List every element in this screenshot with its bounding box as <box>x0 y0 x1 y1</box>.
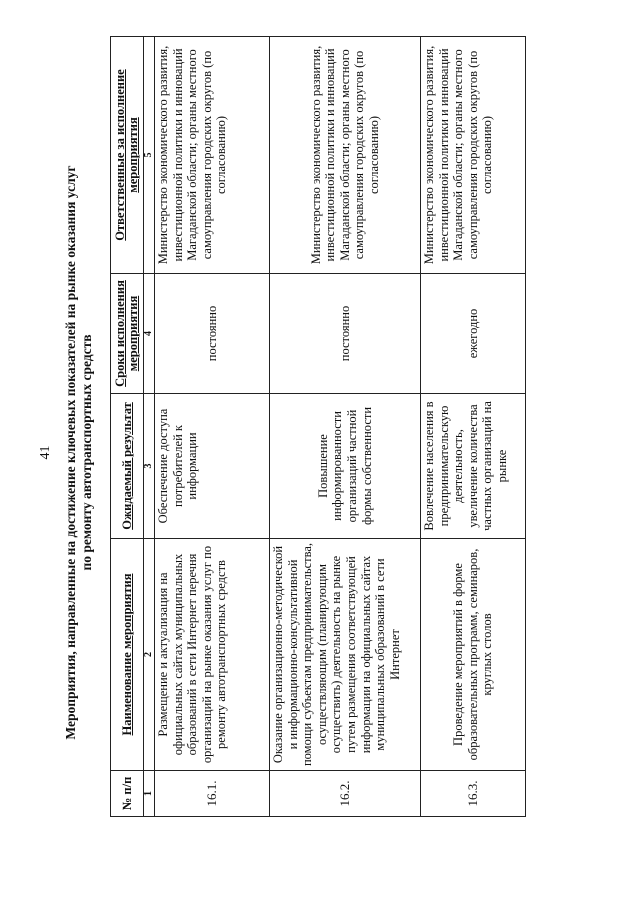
deadline: постоянно <box>155 274 270 394</box>
row-number: 16.1. <box>155 771 270 817</box>
row-number: 16.3. <box>421 771 526 817</box>
measure-name: Размещение и актуализация на официальных сайтах муниципальных образований в сети Интернет перечня организаций на рынке оказания услуг по ремонту автотранспортных средств <box>155 539 270 771</box>
header-result-text: Ожидаемый результат <box>119 402 134 530</box>
header-name <box>111 539 144 771</box>
title-line-1: Мероприятия, направленные на достижение ключевых показателей на рынке оказания услуг <box>63 165 78 740</box>
measure-name: Оказание организационно-методической и информационно-консультативной помощи субъектам предпринимательства, осуществляющим (планирующим осуществить) деятельность на рынке путем размещения соответствующей информации на официальных сайтах муниципальных образований в сети Интернет <box>270 539 421 771</box>
header-responsible <box>111 37 144 274</box>
deadline: ежегодно <box>421 274 526 394</box>
column-number-2: 2 <box>144 539 155 771</box>
header-deadline <box>111 274 144 394</box>
table-row <box>421 37 526 817</box>
header-name-text: Наименование мероприятия <box>119 573 134 736</box>
column-number-4: 4 <box>144 274 155 394</box>
document-title <box>63 0 95 905</box>
expected-result: Обеспечение доступа потребителей к информации <box>155 394 270 539</box>
header-num: № п/п <box>111 771 144 817</box>
deadline: постоянно <box>270 274 421 394</box>
column-number-row <box>144 37 155 817</box>
table-header-row <box>111 37 144 817</box>
header-deadline-text: Сроки исполнения мероприятия <box>113 280 140 387</box>
column-number-5: 5 <box>144 37 155 274</box>
measures-table <box>110 36 526 817</box>
header-responsible-text: Ответственные за исполнение мероприятия <box>113 69 140 241</box>
responsible: Министерство экономического развития, инвестиционной политики и инноваций Магаданской области; органы местного самоуправления городских округов (по согласованию) <box>421 37 526 274</box>
measure-name: Проведение мероприятий в форме образовательных программ, семинаров, круглых столов <box>421 539 526 771</box>
header-result <box>111 394 144 539</box>
column-number-3: 3 <box>144 394 155 539</box>
expected-result: Вовлечение населения в предпринимательскую деятельность, увеличение количества частных организаций на рынке <box>421 394 526 539</box>
responsible: Министерство экономического развития, инвестиционной политики и инноваций Магаданской области; органы местного самоуправления городских округов (по согласованию) <box>155 37 270 274</box>
expected-result: Повышение информированности организаций частной формы собственности <box>270 394 421 539</box>
row-number: 16.2. <box>270 771 421 817</box>
table-row <box>155 37 270 817</box>
responsible: Министерство экономического развития, инвестиционной политики и инноваций Магаданской области; органы местного самоуправления городских округов (по согласованию) <box>270 37 421 274</box>
table-row <box>270 37 421 817</box>
title-line-2: по ремонту автотранспортных средств <box>79 334 94 571</box>
page-number: 41 <box>38 445 53 460</box>
column-number-1: 1 <box>144 771 155 817</box>
